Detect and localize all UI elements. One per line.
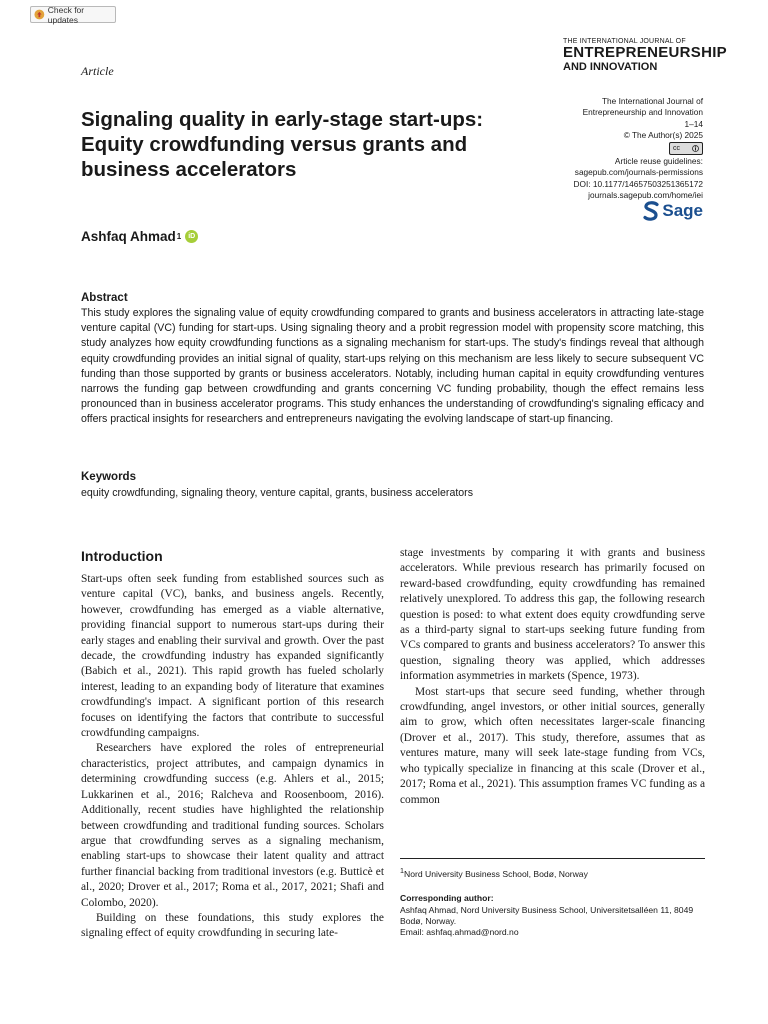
body-column-right xyxy=(400,546,705,808)
footnote xyxy=(400,866,705,939)
meta-line: © The Author(s) 2025 xyxy=(623,129,703,140)
paragraph: Most start-ups that secure seed funding, whether through crowdfunding, angel investors, or other initial sources, generally aim to grow, which often necessitates larger-scale financing (Drover et al., 2017). This study, therefore, assumes that as ventures mature, many will seek late-stage funding from VCs, who typically specialize in financing at this scale (Drover et al., 2017; Roma et al., 2021). This assumption frames VC funding as a common xyxy=(400,685,705,806)
update-icon xyxy=(34,9,45,20)
paragraph: Researchers have explored the roles of entrepreneurial characteristics, project attributes, and campaign dynamics in determining crowdfunding success (e.g. Ahlers et al., 2015; Lukkarinen et al., 2016; Ralcheva and Roosenboom, 2016). Additionally, recent studies have highlighted the relationship between crowdfunding and traditional funding sources. Scholars argue that crowdfunding serves as a signaling mechanism, enabling start-ups to showcase their latent quality and attract further financial backing from traditional investors (e.g. Butticè et al., 2020; Drover et al., 2017; Roma et al., 2017, 2021; Shafi and Colombo, 2020). xyxy=(81,742,384,909)
article-type: Article xyxy=(81,64,114,78)
affiliation-mark: 1 xyxy=(176,232,182,241)
section-heading-introduction: Introduction xyxy=(81,548,163,564)
meta-line: The International Journal of xyxy=(601,96,703,106)
corresponding-author-label: Corresponding author: xyxy=(400,893,494,904)
journal-meta xyxy=(503,96,703,201)
check-for-updates-label: Check for updates xyxy=(47,4,85,25)
paragraph: Start-ups often seek funding from established sources such as venture capital (VC), banks, and business angels. Recently, however, crowdfunding has emerged as a viable alternative, providing financial support to numerous start-ups during their early stages and enabling their survival and growth. Over the past decade, the crowdfunding industry has expanded significantly (Babich et al., 2021). This rapid growth has fueled scholarly interest, leading to an expanding body of literature that examines crowdfunding's impact. A significant portion of this research focuses on identifying the factors that contribute to successful crowdfunding campaigns. xyxy=(81,573,384,740)
publisher-name: Sage xyxy=(662,201,703,220)
orcid-icon[interactable]: iD xyxy=(185,230,198,243)
check-for-updates-button[interactable] xyxy=(30,6,116,23)
meta-line: Entrepreneurship and Innovation xyxy=(582,107,703,118)
paragraph: Building on these foundations, this study explores the signaling effect of equity crowdfunding in securing late- xyxy=(81,911,384,940)
permissions-link[interactable]: sagepub.com/journals-permissions xyxy=(574,167,703,178)
reuse-line: Article reuse guidelines: xyxy=(614,156,703,167)
author xyxy=(81,229,198,244)
journal-logo-small: THE INTERNATIONAL JOURNAL OF xyxy=(563,38,686,45)
sage-s-icon xyxy=(643,201,659,221)
doi-link[interactable]: DOI: 10.1177/14657503251365172 xyxy=(573,178,703,189)
footnote-mark: 1 xyxy=(400,867,404,875)
author-name[interactable]: Ashfaq Ahmad xyxy=(81,229,176,244)
article-title: Signaling quality in early-stage start-ups: Equity crowdfunding versus grants and business accelerators xyxy=(81,108,484,181)
keywords-heading: Keywords xyxy=(81,471,136,483)
body-column-left xyxy=(81,572,384,942)
affiliation-text: Nord University Business School, Bodø, Norway xyxy=(403,868,588,879)
abstract-text: This study explores the signaling value of equity crowdfunding compared to grants and business accelerators in attracting late-stage venture capital (VC) funding for start-ups. Using signaling theory and a probit regression model with propensity score matching, this study analyzes how equity crowdfunding functions as a signaling mechanism for start-ups. The study's findings reveal that although equity crowdfunding provides an initial signal of quality, start-ups relying on this mechanism are less likely to secure subsequent VC funding than those supported by grants or business accelerators. Notably, including human capital in equity crowdfunding ventures narrows the funding gap between crowdfunding and grants concerning VC funding probability, though the effect remains less pronounced than in business accelerator programs. This study enhances the understanding of crowdfunding's signaling efficacy and offers practical insights for researchers and entrepreneurs navigating the evolving landscape of start-up financing. xyxy=(81,307,704,426)
journal-logo-big: ENTREPRENEURSHIP xyxy=(563,44,727,61)
paragraph: stage investments by comparing it with grants and business accelerators. While previous research has primarily focused on reward-based crowdfunding, equity crowdfunding has remained relatively unexplored. To address this gap, the following research question is posed: to what extent does equity crowdfunding serve as a third-party signal to start-ups seeking future funding from VCs compared to grants and business accelerators? To answer this question, signaling theory was applied, which addresses information asymmetries in markets (Spence, 1973). xyxy=(400,547,705,683)
footnote-divider xyxy=(400,858,705,859)
journal-homepage-link[interactable]: journals.sagepub.com/home/iei xyxy=(588,190,703,201)
abstract-heading: Abstract xyxy=(81,292,128,304)
email-link[interactable]: Email: ashfaq.ahmad@nord.no xyxy=(400,927,519,938)
cc-license-icon: cc xyxy=(669,142,703,155)
publisher-logo xyxy=(643,201,703,221)
journal-logo-mid: AND INNOVATION xyxy=(563,61,658,73)
meta-line: 1–14 xyxy=(684,118,703,129)
corresponding-author-address: Ashfaq Ahmad, Nord University Business School, Universitetsalléen 11, 8049 Bodø, Norway. xyxy=(400,904,694,927)
journal-logo xyxy=(563,38,727,73)
keywords-text: equity crowdfunding, signaling theory, venture capital, grants, business accelerators xyxy=(81,487,473,499)
